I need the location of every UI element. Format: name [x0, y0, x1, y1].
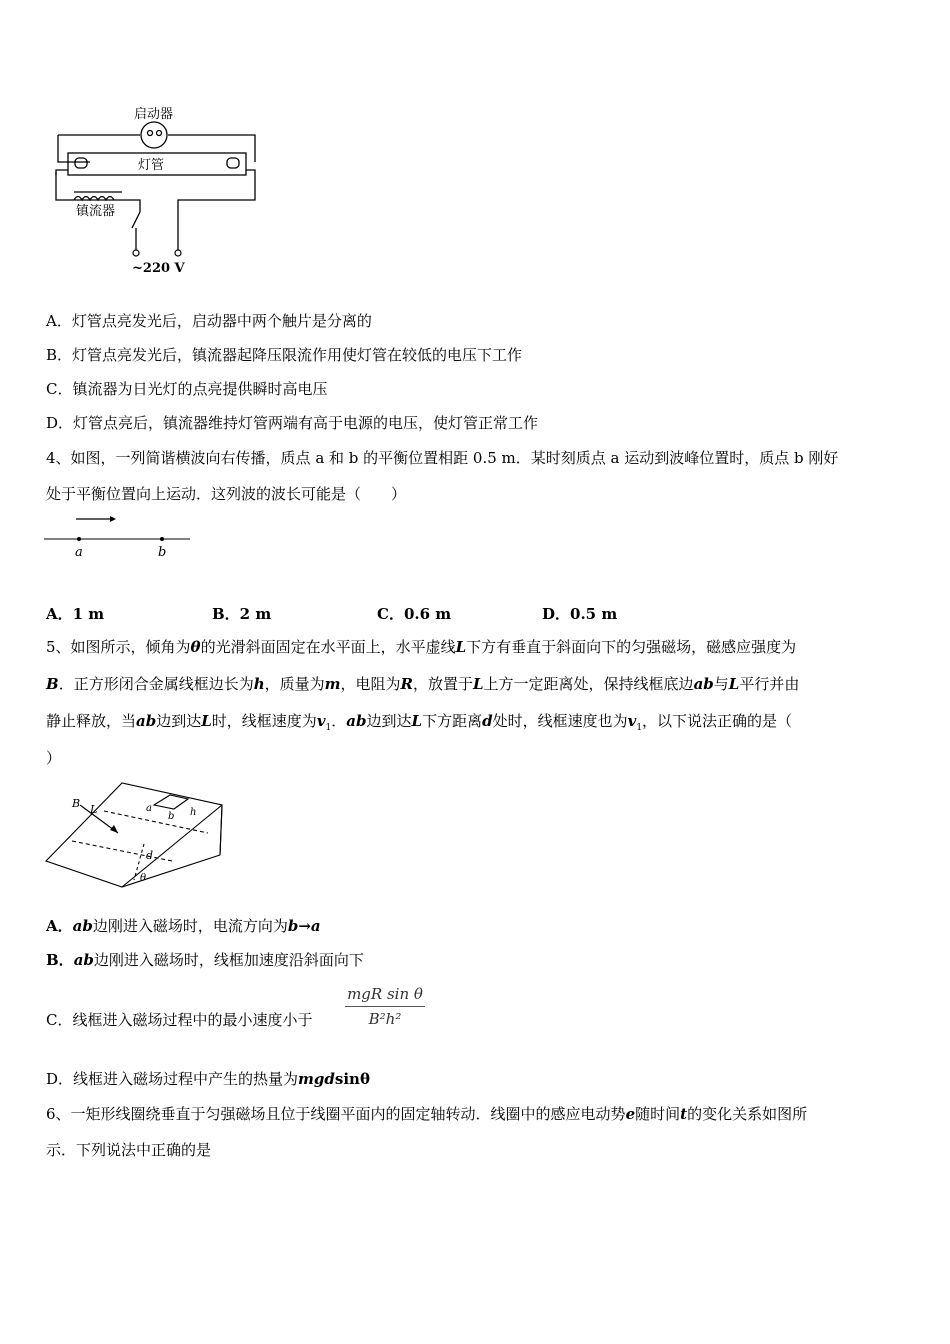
- q4-stem-line2: 处于平衡位置向上运动．这列波的波长可能是（ ）: [46, 485, 407, 503]
- wave-diagram: [44, 510, 194, 565]
- incline-diagram: [44, 775, 234, 895]
- label-L: L: [90, 803, 98, 816]
- formula-fraction: [345, 985, 425, 1028]
- label-b: b: [168, 811, 175, 822]
- q5-option-a: A．ab边刚进入磁场时，电流方向为b→a: [46, 917, 321, 935]
- q6-stem-line2: 示．下列说法中正确的是: [46, 1141, 212, 1159]
- label-d: d: [146, 849, 154, 862]
- label-theta: θ: [140, 873, 147, 884]
- formula-numerator: mgR sin θ: [347, 985, 423, 1003]
- fluorescent-lamp-circuit-diagram: [50, 100, 270, 280]
- q5-option-c: C．线框进入磁场过程中的最小速度小于: [46, 1011, 313, 1029]
- option-d: D．灯管点亮后，镇流器维持灯管两端有高于电源的电压，使灯管正常工作: [46, 414, 539, 432]
- point-b-label: b: [158, 545, 167, 560]
- label-h: h: [190, 807, 197, 818]
- formula-denominator: B²h²: [368, 1010, 402, 1028]
- q5-stem-line4: ）: [46, 749, 62, 767]
- q5-option-b: B．ab边刚进入磁场时，线框加速度沿斜面向下: [46, 951, 364, 969]
- q5-stem-line2: B．正方形闭合金属线框边长为h，质量为m，电阻为R，放置于L上方一定距离处，保持线框底边ab与L平行并由: [46, 675, 800, 693]
- option-c: C．镇流器为日光灯的点亮提供瞬时高电压: [46, 380, 328, 398]
- label-B: B: [72, 797, 81, 810]
- option-b: B．灯管点亮发光后，镇流器起降压限流作用使灯管在较低的电压下工作: [46, 346, 523, 364]
- voltage-label: ~220 V: [132, 261, 185, 276]
- q4-stem-line1: 4、如图，一列简谐横波向右传播，质点 a 和 b 的平衡位置相距 0.5 m．某时刻质点 a 运动到波峰位置时，质点 b 刚好: [46, 449, 839, 467]
- starter-label: 启动器: [134, 107, 174, 122]
- q4-option-d: D．0.5 m: [542, 605, 618, 623]
- q6-stem-line1: 6、一矩形线圈绕垂直于匀强磁场且位于线圈平面内的固定轴转动．线圈中的感应电动势e随时间t的变化关系如图所: [46, 1105, 808, 1123]
- ballast-label: 镇流器: [76, 204, 116, 219]
- q4-option-b: B．2 m: [212, 605, 272, 623]
- tube-label: 灯管: [138, 158, 165, 173]
- q5-stem-line1: 5、如图所示，倾角为θ的光滑斜面固定在水平面上，水平虚线L下方有垂直于斜面向下的匀强磁场，磁感应强度为: [46, 638, 797, 656]
- q4-option-c: C．0.6 m: [377, 605, 452, 623]
- q4-option-a: A．1 m: [46, 605, 105, 623]
- point-a-label: a: [75, 545, 83, 560]
- label-a: a: [146, 803, 152, 814]
- option-a: A．灯管点亮发光后，启动器中两个触片是分离的: [46, 312, 372, 330]
- q5-option-d: D．线框进入磁场过程中产生的热量为mgdsinθ: [46, 1070, 370, 1088]
- q5-stem-line3: 静止释放，当ab边到达L时，线框速度为$v_1$．ab边到达L下方距离d处时，线框速度也为$v_1$，以下说法正确的是（: [46, 712, 793, 733]
